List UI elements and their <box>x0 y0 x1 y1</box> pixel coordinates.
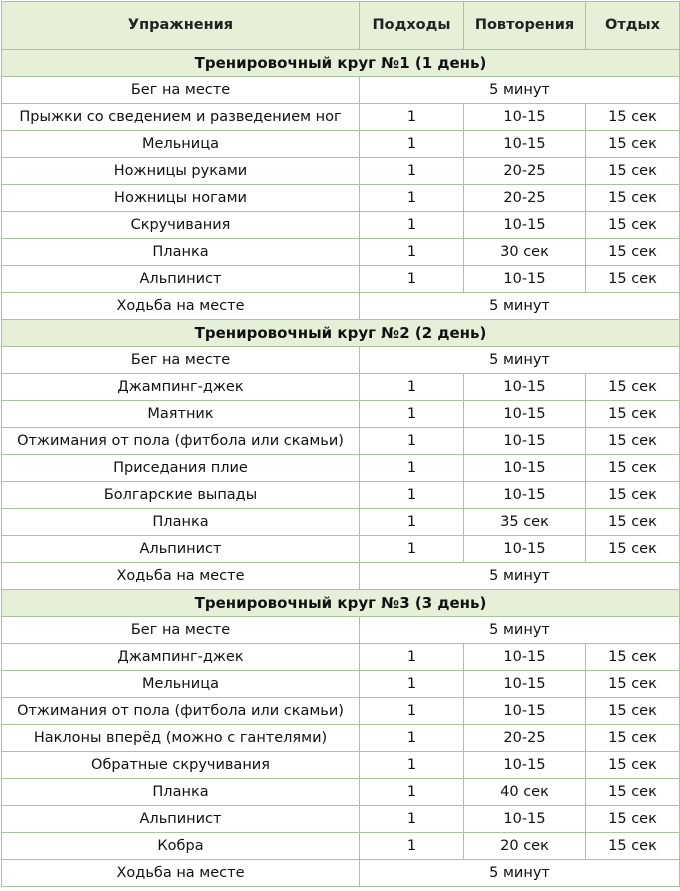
reps-cell: 20 сек <box>464 833 586 860</box>
table-row <box>2 833 680 860</box>
cooldown-row <box>2 293 680 320</box>
reps-cell: 10-15 <box>464 266 586 293</box>
section-header-row <box>2 590 680 617</box>
reps-cell: 10-15 <box>464 455 586 482</box>
sets-cell: 1 <box>360 644 464 671</box>
rest-cell: 15 сек <box>586 806 680 833</box>
header-row <box>2 2 680 50</box>
section-title: Тренировочный круг №2 (2 день) <box>2 320 680 347</box>
sets-cell: 1 <box>360 725 464 752</box>
exercise-name: Бег на месте <box>2 347 360 374</box>
reps-cell: 10-15 <box>464 212 586 239</box>
section-header-row <box>2 320 680 347</box>
exercise-name: Отжимания от пола (фитбола или скамьи) <box>2 698 360 725</box>
reps-cell: 10-15 <box>464 536 586 563</box>
rest-cell: 15 сек <box>586 239 680 266</box>
rest-cell: 15 сек <box>586 131 680 158</box>
sets-cell: 1 <box>360 239 464 266</box>
duration-cell: 5 минут <box>360 77 680 104</box>
exercise-name: Ножницы руками <box>2 158 360 185</box>
sets-cell: 1 <box>360 104 464 131</box>
sets-cell: 1 <box>360 185 464 212</box>
table-row <box>2 806 680 833</box>
section-title: Тренировочный круг №3 (3 день) <box>2 590 680 617</box>
table-row <box>2 752 680 779</box>
sets-cell: 1 <box>360 806 464 833</box>
sets-cell: 1 <box>360 536 464 563</box>
exercise-name: Ходьба на месте <box>2 860 360 887</box>
table-row <box>2 212 680 239</box>
table-row <box>2 698 680 725</box>
reps-cell: 10-15 <box>464 374 586 401</box>
table-row <box>2 455 680 482</box>
warmup-row <box>2 347 680 374</box>
rest-cell: 15 сек <box>586 671 680 698</box>
table-row <box>2 266 680 293</box>
exercise-name: Джампинг-джек <box>2 374 360 401</box>
exercise-name: Альпинист <box>2 536 360 563</box>
reps-cell: 10-15 <box>464 806 586 833</box>
reps-cell: 10-15 <box>464 482 586 509</box>
table-row <box>2 185 680 212</box>
exercise-name: Ходьба на месте <box>2 293 360 320</box>
rest-cell: 15 сек <box>586 266 680 293</box>
reps-cell: 10-15 <box>464 671 586 698</box>
exercise-name: Планка <box>2 239 360 266</box>
duration-cell: 5 минут <box>360 347 680 374</box>
reps-cell: 20-25 <box>464 185 586 212</box>
table-body <box>2 50 680 887</box>
warmup-row <box>2 617 680 644</box>
exercise-name: Планка <box>2 509 360 536</box>
sets-cell: 1 <box>360 428 464 455</box>
table-row <box>2 374 680 401</box>
duration-cell: 5 минут <box>360 860 680 887</box>
exercise-name: Мельница <box>2 671 360 698</box>
reps-cell: 10-15 <box>464 401 586 428</box>
rest-cell: 15 сек <box>586 401 680 428</box>
rest-cell: 15 сек <box>586 104 680 131</box>
rest-cell: 15 сек <box>586 536 680 563</box>
section-header-row <box>2 50 680 77</box>
exercise-name: Наклоны вперёд (можно с гантелями) <box>2 725 360 752</box>
rest-cell: 15 сек <box>586 725 680 752</box>
reps-cell: 10-15 <box>464 752 586 779</box>
rest-cell: 15 сек <box>586 185 680 212</box>
exercise-name: Ножницы ногами <box>2 185 360 212</box>
sets-cell: 1 <box>360 212 464 239</box>
sets-cell: 1 <box>360 752 464 779</box>
sets-cell: 1 <box>360 698 464 725</box>
rest-cell: 15 сек <box>586 482 680 509</box>
rest-cell: 15 сек <box>586 779 680 806</box>
reps-cell: 10-15 <box>464 698 586 725</box>
table-row <box>2 401 680 428</box>
header-exercise: Упражнения <box>2 2 360 50</box>
header-rest: Отдых <box>586 2 680 50</box>
exercise-name: Альпинист <box>2 266 360 293</box>
reps-cell: 20-25 <box>464 725 586 752</box>
reps-cell: 10-15 <box>464 644 586 671</box>
cooldown-row <box>2 563 680 590</box>
workout-table <box>1 1 680 887</box>
rest-cell: 15 сек <box>586 158 680 185</box>
table-row <box>2 509 680 536</box>
table-row <box>2 239 680 266</box>
reps-cell: 30 сек <box>464 239 586 266</box>
sets-cell: 1 <box>360 833 464 860</box>
rest-cell: 15 сек <box>586 752 680 779</box>
reps-cell: 10-15 <box>464 131 586 158</box>
exercise-name: Отжимания от пола (фитбола или скамьи) <box>2 428 360 455</box>
rest-cell: 15 сек <box>586 833 680 860</box>
sets-cell: 1 <box>360 266 464 293</box>
exercise-name: Ходьба на месте <box>2 563 360 590</box>
table-row <box>2 671 680 698</box>
table-row <box>2 644 680 671</box>
reps-cell: 10-15 <box>464 104 586 131</box>
table-row <box>2 536 680 563</box>
exercise-name: Джампинг-джек <box>2 644 360 671</box>
sets-cell: 1 <box>360 158 464 185</box>
sets-cell: 1 <box>360 779 464 806</box>
section-title: Тренировочный круг №1 (1 день) <box>2 50 680 77</box>
duration-cell: 5 минут <box>360 293 680 320</box>
rest-cell: 15 сек <box>586 509 680 536</box>
sets-cell: 1 <box>360 374 464 401</box>
sets-cell: 1 <box>360 455 464 482</box>
reps-cell: 35 сек <box>464 509 586 536</box>
warmup-row <box>2 77 680 104</box>
exercise-name: Прыжки со сведением и разведением ног <box>2 104 360 131</box>
exercise-name: Кобра <box>2 833 360 860</box>
exercise-name: Планка <box>2 779 360 806</box>
table-row <box>2 428 680 455</box>
exercise-name: Бег на месте <box>2 617 360 644</box>
sets-cell: 1 <box>360 482 464 509</box>
sets-cell: 1 <box>360 671 464 698</box>
exercise-name: Бег на месте <box>2 77 360 104</box>
duration-cell: 5 минут <box>360 563 680 590</box>
exercise-name: Болгарские выпады <box>2 482 360 509</box>
duration-cell: 5 минут <box>360 617 680 644</box>
exercise-name: Альпинист <box>2 806 360 833</box>
reps-cell: 10-15 <box>464 428 586 455</box>
sets-cell: 1 <box>360 401 464 428</box>
rest-cell: 15 сек <box>586 212 680 239</box>
table-row <box>2 104 680 131</box>
table-row <box>2 158 680 185</box>
table-row <box>2 779 680 806</box>
exercise-name: Скручивания <box>2 212 360 239</box>
header-sets: Подходы <box>360 2 464 50</box>
sets-cell: 1 <box>360 131 464 158</box>
rest-cell: 15 сек <box>586 644 680 671</box>
table-row <box>2 131 680 158</box>
rest-cell: 15 сек <box>586 374 680 401</box>
table-row <box>2 725 680 752</box>
reps-cell: 20-25 <box>464 158 586 185</box>
sets-cell: 1 <box>360 509 464 536</box>
exercise-name: Приседания плие <box>2 455 360 482</box>
exercise-name: Маятник <box>2 401 360 428</box>
table-row <box>2 482 680 509</box>
reps-cell: 40 сек <box>464 779 586 806</box>
cooldown-row <box>2 860 680 887</box>
rest-cell: 15 сек <box>586 455 680 482</box>
exercise-name: Обратные скручивания <box>2 752 360 779</box>
exercise-name: Мельница <box>2 131 360 158</box>
rest-cell: 15 сек <box>586 698 680 725</box>
rest-cell: 15 сек <box>586 428 680 455</box>
header-reps: Повторения <box>464 2 586 50</box>
